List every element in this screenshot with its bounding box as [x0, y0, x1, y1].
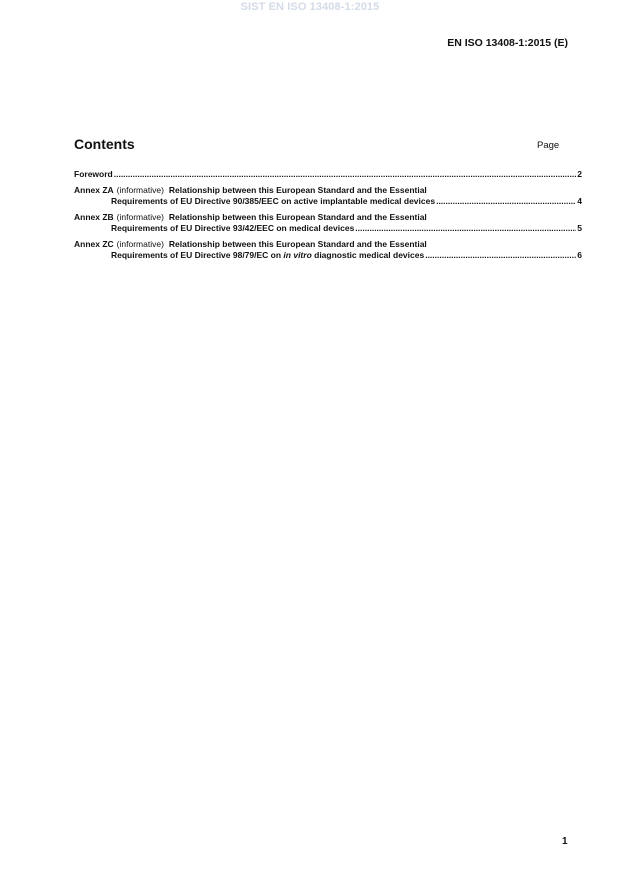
annex-title-line2-end: diagnostic medical devices: [311, 250, 425, 260]
annex-title-line1: Relationship between this European Standard and the Essential: [168, 239, 427, 249]
toc-entry-annex-zb[interactable]: [74, 212, 582, 234]
annex-informative: (informative): [116, 239, 164, 249]
toc-label: Foreword: [74, 169, 113, 179]
toc-page-number: 5: [577, 223, 582, 233]
annex-title-line2: Requirements of EU Directive 90/385/EEC on active implantable medical devices: [111, 196, 436, 206]
annex-prefix: Annex ZB: [74, 212, 114, 222]
annex-informative: (informative): [116, 185, 164, 195]
dot-leader: [436, 196, 576, 207]
dot-leader: [425, 250, 576, 261]
annex-title-line2-start: Requirements of EU Directive 98/79/EC on: [111, 250, 284, 260]
toc-page-number: 4: [577, 196, 582, 206]
annex-prefix: Annex ZA: [74, 185, 114, 195]
page-column-label: Page: [537, 140, 560, 151]
contents-title: Contents: [74, 136, 135, 152]
document-reference: EN ISO 13408-1:2015 (E): [447, 37, 568, 49]
toc-page-number: 2: [577, 169, 582, 179]
page-number: 1: [562, 836, 568, 847]
dot-leader: [355, 223, 576, 234]
toc-page-number: 6: [577, 250, 582, 260]
annex-title-line2: Requirements of EU Directive 93/42/EEC on medical devices: [111, 223, 355, 233]
toc-entry-annex-za[interactable]: [74, 185, 582, 207]
annex-title-line1: Relationship between this European Standard and the Essential: [168, 185, 427, 195]
dot-leader: [114, 169, 577, 180]
toc-entry-annex-zc[interactable]: [74, 239, 582, 261]
table-of-contents: [74, 169, 582, 266]
watermark: SIST EN ISO 13408-1:2015: [240, 1, 380, 13]
toc-entry-foreword[interactable]: [74, 169, 582, 180]
annex-informative: (informative): [116, 212, 164, 222]
annex-title-line1: Relationship between this European Standard and the Essential: [168, 212, 427, 222]
annex-prefix: Annex ZC: [74, 239, 114, 249]
annex-title-italic: in vitro: [283, 250, 312, 260]
annex-title-line2: [111, 250, 424, 261]
